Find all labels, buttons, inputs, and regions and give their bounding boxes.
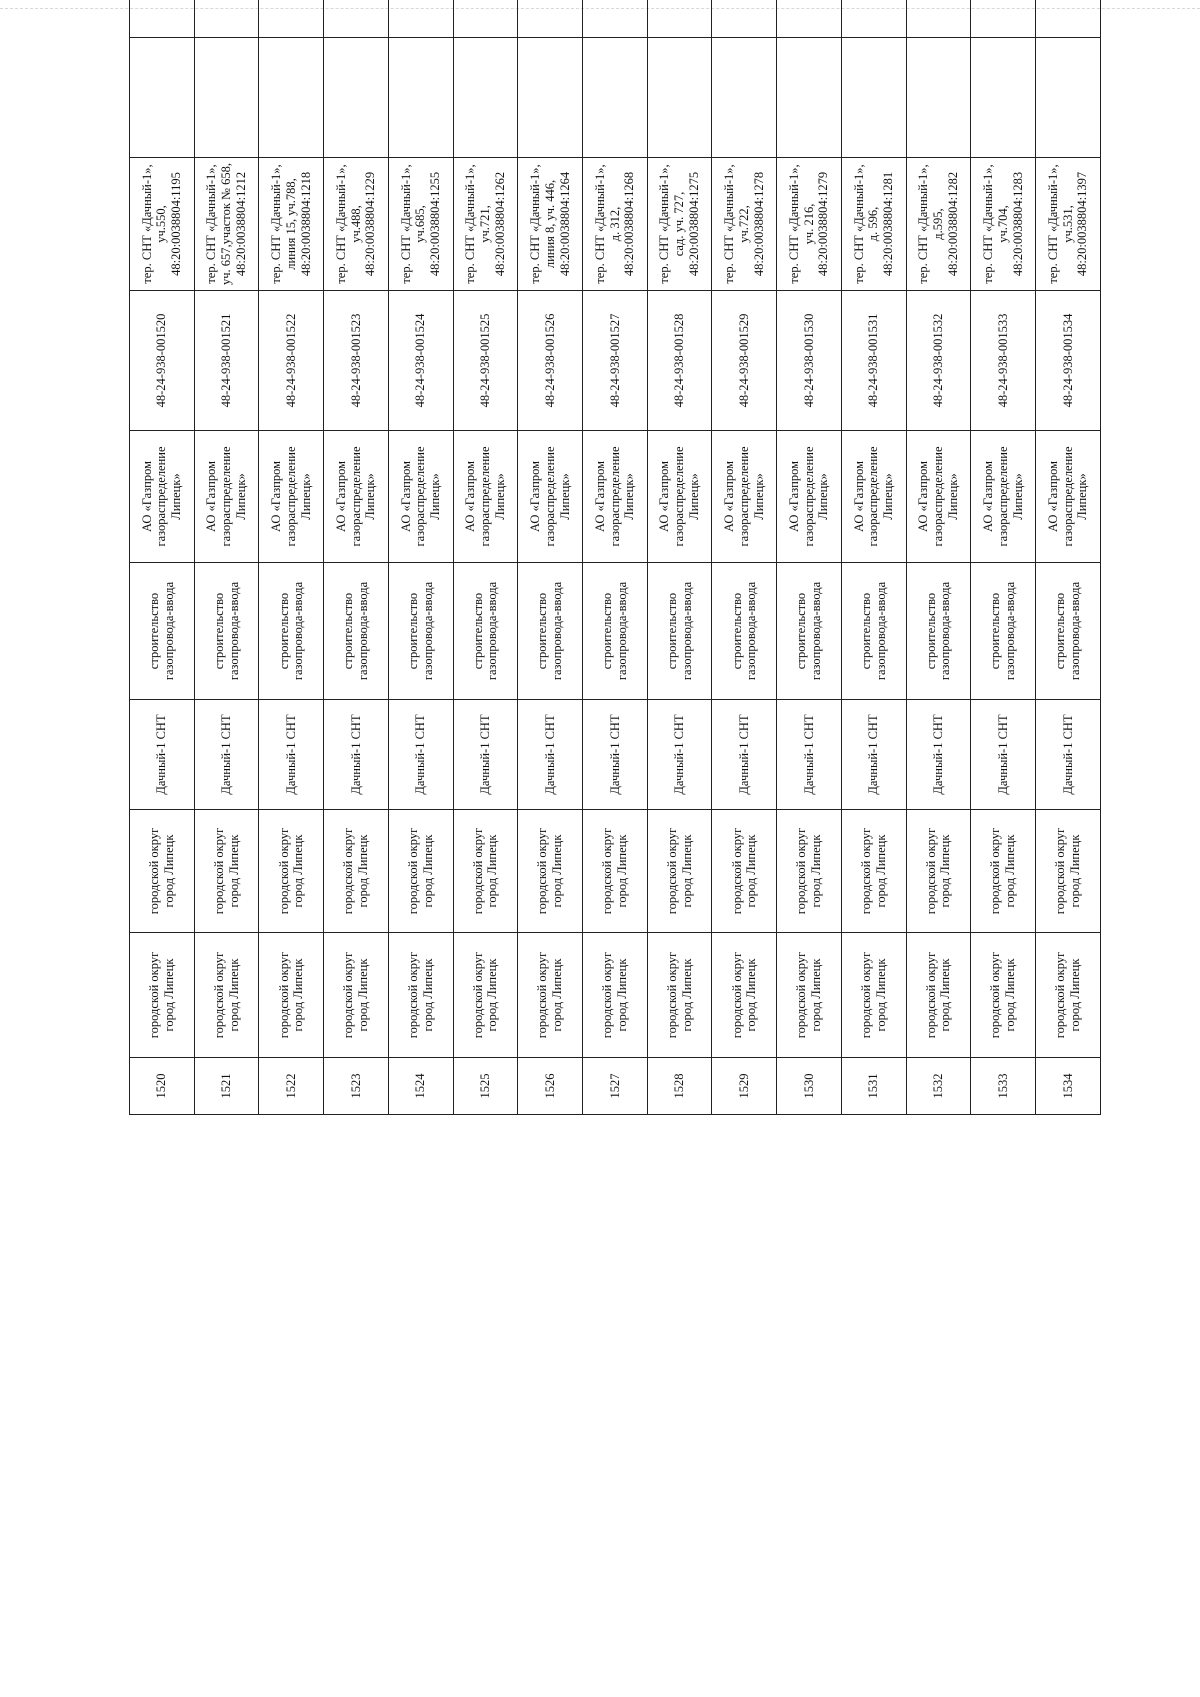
empty-cell — [971, 38, 1036, 158]
organization-cell: АО «Газпром газораспределение Липецк» — [518, 431, 583, 563]
organization-cell: АО «Газпром газораспределение Липецк» — [906, 431, 971, 563]
count-cell — [777, 0, 842, 38]
row-number-cell: 1520 — [130, 1058, 195, 1115]
district-cell: городской округ город Липецк — [583, 933, 648, 1058]
object-code-cell: 48-24-938-001527 — [583, 291, 648, 431]
table-row — [971, 0, 1036, 1115]
table-row — [647, 0, 712, 1115]
count-cell — [1036, 0, 1101, 38]
count-cell — [130, 0, 195, 38]
table-row — [712, 0, 777, 1115]
work-type-cell: строительство газопровода-ввода — [777, 563, 842, 700]
organization-cell: АО «Газпром газораспределение Липецк» — [1036, 431, 1101, 563]
address-cell: тер. СНТ «Дачный-1», д. 596, 48:20:0038804:1281 — [841, 158, 906, 291]
object-code-cell: 48-24-938-001526 — [518, 291, 583, 431]
district-cell: городской округ город Липецк — [1036, 933, 1101, 1058]
organization-cell: АО «Газпром газораспределение Липецк» — [453, 431, 518, 563]
address-cell: тер. СНТ «Дачный-1», уч.722, 48:20:0038804:1278 — [712, 158, 777, 291]
table-row — [388, 0, 453, 1115]
settlement-cell: городской округ город Липецк — [1036, 810, 1101, 933]
row-number-cell: 1526 — [518, 1058, 583, 1115]
object-code-cell: 48-24-938-001533 — [971, 291, 1036, 431]
object-code-cell: 48-24-938-001531 — [841, 291, 906, 431]
object-code-cell: 48-24-938-001532 — [906, 291, 971, 431]
count-cell — [518, 0, 583, 38]
settlement-cell: городской округ город Липецк — [971, 810, 1036, 933]
district-cell: городской округ город Липецк — [259, 933, 324, 1058]
settlement-cell: городской округ город Липецк — [583, 810, 648, 933]
work-type-cell: строительство газопровода-ввода — [647, 563, 712, 700]
object-code-cell: 48-24-938-001530 — [777, 291, 842, 431]
address-cell: тер. СНТ «Дачный-1», уч.488, 48:20:0038804:1229 — [324, 158, 389, 291]
settlement-cell: городской округ город Липецк — [259, 810, 324, 933]
object-code-cell: 48-24-938-001523 — [324, 291, 389, 431]
settlement-cell: городской округ город Липецк — [388, 810, 453, 933]
empty-cell — [194, 38, 259, 158]
address-cell: тер. СНТ «Дачный-1», линия 8, уч. 446, 48:20:0038804:1264 — [518, 158, 583, 291]
count-cell — [712, 0, 777, 38]
settlement-cell: городской округ город Липецк — [777, 810, 842, 933]
table-row — [453, 0, 518, 1115]
work-type-cell: строительство газопровода-ввода — [130, 563, 195, 700]
count-cell — [583, 0, 648, 38]
empty-cell — [388, 38, 453, 158]
snt-name-cell: Дачный-1 СНТ — [1036, 700, 1101, 810]
row-number-cell: 1521 — [194, 1058, 259, 1115]
empty-cell — [453, 38, 518, 158]
object-code-cell: 48-24-938-001534 — [1036, 291, 1101, 431]
document-sheet — [129, 143, 1101, 1603]
snt-name-cell: Дачный-1 СНТ — [453, 700, 518, 810]
row-number-cell: 1528 — [647, 1058, 712, 1115]
empty-cell — [841, 38, 906, 158]
row-number-cell: 1527 — [583, 1058, 648, 1115]
table-row — [841, 0, 906, 1115]
snt-name-cell: Дачный-1 СНТ — [324, 700, 389, 810]
organization-cell: АО «Газпром газораспределение Липецк» — [583, 431, 648, 563]
settlement-cell: городской округ город Липецк — [518, 810, 583, 933]
table-row — [583, 0, 648, 1115]
settlement-cell: городской округ город Липецк — [194, 810, 259, 933]
empty-cell — [130, 38, 195, 158]
address-cell: тер. СНТ «Дачный-1», д.595, 48:20:0038804:1282 — [906, 158, 971, 291]
settlement-cell: городской округ город Липецк — [130, 810, 195, 933]
organization-cell: АО «Газпром газораспределение Липецк» — [388, 431, 453, 563]
table-row — [324, 0, 389, 1115]
count-cell — [453, 0, 518, 38]
work-type-cell: строительство газопровода-ввода — [388, 563, 453, 700]
organization-cell: АО «Газпром газораспределение Липецк» — [777, 431, 842, 563]
work-type-cell: строительство газопровода-ввода — [906, 563, 971, 700]
snt-name-cell: Дачный-1 СНТ — [712, 700, 777, 810]
row-number-cell: 1534 — [1036, 1058, 1101, 1115]
empty-cell — [583, 38, 648, 158]
district-cell: городской округ город Липецк — [647, 933, 712, 1058]
district-cell: городской округ город Липецк — [453, 933, 518, 1058]
empty-cell — [906, 38, 971, 158]
district-cell: городской округ город Липецк — [388, 933, 453, 1058]
snt-name-cell: Дачный-1 СНТ — [971, 700, 1036, 810]
count-cell — [259, 0, 324, 38]
settlement-cell: городской округ город Липецк — [647, 810, 712, 933]
row-number-cell: 1532 — [906, 1058, 971, 1115]
work-type-cell: строительство газопровода-ввода — [453, 563, 518, 700]
count-cell — [647, 0, 712, 38]
row-number-cell: 1525 — [453, 1058, 518, 1115]
work-type-cell: строительство газопровода-ввода — [194, 563, 259, 700]
address-cell: тер. СНТ «Дачный-1», д. 312, 48:20:0038804:1268 — [583, 158, 648, 291]
work-type-cell: строительство газопровода-ввода — [971, 563, 1036, 700]
object-code-cell: 48-24-938-001528 — [647, 291, 712, 431]
row-number-cell: 1524 — [388, 1058, 453, 1115]
count-cell — [906, 0, 971, 38]
count-cell — [971, 0, 1036, 38]
empty-cell — [518, 38, 583, 158]
work-type-cell: строительство газопровода-ввода — [712, 563, 777, 700]
table-row — [1036, 0, 1101, 1115]
empty-cell — [647, 38, 712, 158]
address-cell: тер. СНТ «Дачный-1», уч.685, 48:20:0038804:1255 — [388, 158, 453, 291]
empty-cell — [712, 38, 777, 158]
gas-connection-table — [129, 0, 1101, 1115]
address-cell: тер. СНТ «Дачный-1», уч.704, 48:20:0038804:1283 — [971, 158, 1036, 291]
snt-name-cell: Дачный-1 СНТ — [777, 700, 842, 810]
table-row — [777, 0, 842, 1115]
snt-name-cell: Дачный-1 СНТ — [841, 700, 906, 810]
settlement-cell: городской округ город Липецк — [712, 810, 777, 933]
work-type-cell: строительство газопровода-ввода — [1036, 563, 1101, 700]
object-code-cell: 48-24-938-001521 — [194, 291, 259, 431]
row-number-cell: 1522 — [259, 1058, 324, 1115]
empty-cell — [259, 38, 324, 158]
settlement-cell: городской округ город Липецк — [324, 810, 389, 933]
organization-cell: АО «Газпром газораспределение Липецк» — [647, 431, 712, 563]
snt-name-cell: Дачный-1 СНТ — [388, 700, 453, 810]
empty-cell — [1036, 38, 1101, 158]
count-cell — [194, 0, 259, 38]
settlement-cell: городской округ город Липецк — [453, 810, 518, 933]
district-cell: городской округ город Липецк — [712, 933, 777, 1058]
district-cell: городской округ город Липецк — [194, 933, 259, 1058]
object-code-cell: 48-24-938-001529 — [712, 291, 777, 431]
snt-name-cell: Дачный-1 СНТ — [647, 700, 712, 810]
table-row — [259, 0, 324, 1115]
work-type-cell: строительство газопровода-ввода — [324, 563, 389, 700]
snt-name-cell: Дачный-1 СНТ — [130, 700, 195, 810]
work-type-cell: строительство газопровода-ввода — [518, 563, 583, 700]
district-cell: городской округ город Липецк — [130, 933, 195, 1058]
object-code-cell: 48-24-938-001525 — [453, 291, 518, 431]
object-code-cell: 48-24-938-001524 — [388, 291, 453, 431]
district-cell: городской округ город Липецк — [971, 933, 1036, 1058]
table-row — [194, 0, 259, 1115]
object-code-cell: 48-24-938-001520 — [130, 291, 195, 431]
organization-cell: АО «Газпром газораспределение Липецк» — [324, 431, 389, 563]
work-type-cell: строительство газопровода-ввода — [583, 563, 648, 700]
count-cell — [841, 0, 906, 38]
organization-cell: АО «Газпром газораспределение Липецк» — [712, 431, 777, 563]
organization-cell: АО «Газпром газораспределение Липецк» — [130, 431, 195, 563]
district-cell: городской округ город Липецк — [518, 933, 583, 1058]
district-cell: городской округ город Липецк — [841, 933, 906, 1058]
count-cell — [324, 0, 389, 38]
organization-cell: АО «Газпром газораспределение Липецк» — [971, 431, 1036, 563]
snt-name-cell: Дачный-1 СНТ — [906, 700, 971, 810]
row-number-cell: 1530 — [777, 1058, 842, 1115]
row-number-cell: 1523 — [324, 1058, 389, 1115]
snt-name-cell: Дачный-1 СНТ — [259, 700, 324, 810]
row-number-cell: 1529 — [712, 1058, 777, 1115]
address-cell: тер. СНТ «Дачный-1», уч.721, 48:20:0038804:1262 — [453, 158, 518, 291]
settlement-cell: городской округ город Липецк — [841, 810, 906, 933]
settlement-cell: городской округ город Липецк — [906, 810, 971, 933]
table-row — [906, 0, 971, 1115]
empty-cell — [324, 38, 389, 158]
address-cell: тер. СНТ «Дачный-1», уч. 657,участок № 658, 48:20:0038804:1212 — [194, 158, 259, 291]
address-cell: тер. СНТ «Дачный-1», сад. уч. 727, 48:20:0038804:1275 — [647, 158, 712, 291]
organization-cell: АО «Газпром газораспределение Липецк» — [259, 431, 324, 563]
address-cell: тер. СНТ «Дачный-1», уч.550, 48:20:0038804:1195 — [130, 158, 195, 291]
snt-name-cell: Дачный-1 СНТ — [194, 700, 259, 810]
address-cell: тер. СНТ «Дачный-1», уч.531, 48:20:0038804:1397 — [1036, 158, 1101, 291]
organization-cell: АО «Газпром газораспределение Липецк» — [841, 431, 906, 563]
snt-name-cell: Дачный-1 СНТ — [583, 700, 648, 810]
row-number-cell: 1533 — [971, 1058, 1036, 1115]
work-type-cell: строительство газопровода-ввода — [841, 563, 906, 700]
empty-cell — [777, 38, 842, 158]
row-number-cell: 1531 — [841, 1058, 906, 1115]
snt-name-cell: Дачный-1 СНТ — [518, 700, 583, 810]
district-cell: городской округ город Липецк — [324, 933, 389, 1058]
address-cell: тер. СНТ «Дачный-1», линия 15, уч.788, 48:20:0038804:1218 — [259, 158, 324, 291]
table-row — [130, 0, 195, 1115]
object-code-cell: 48-24-938-001522 — [259, 291, 324, 431]
table-row — [518, 0, 583, 1115]
organization-cell: АО «Газпром газораспределение Липецк» — [194, 431, 259, 563]
district-cell: городской округ город Липецк — [906, 933, 971, 1058]
district-cell: городской округ город Липецк — [777, 933, 842, 1058]
count-cell — [388, 0, 453, 38]
work-type-cell: строительство газопровода-ввода — [259, 563, 324, 700]
address-cell: тер. СНТ «Дачный-1», уч. 216, 48:20:0038804:1279 — [777, 158, 842, 291]
